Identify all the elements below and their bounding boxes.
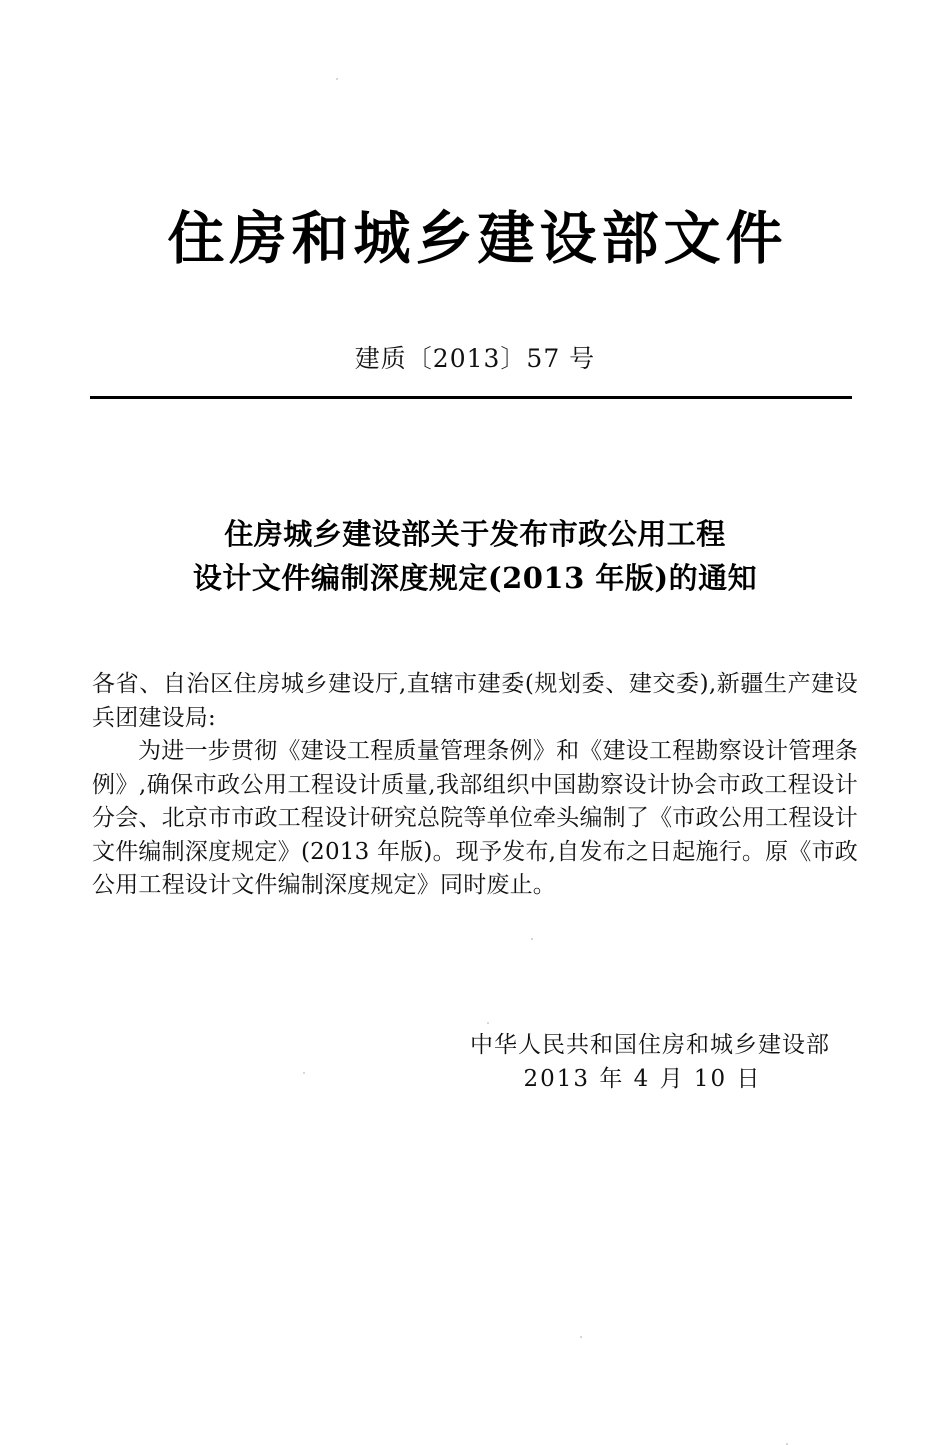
subject-heading-line: 住房城乡建设部关于发布市政公用工程 bbox=[224, 517, 726, 551]
masthead-title: 住房和城乡建设部文件 bbox=[167, 205, 788, 272]
signature-organization: 中华人民共和国住房和城乡建设部 bbox=[470, 1032, 830, 1058]
scan-speck bbox=[531, 938, 533, 940]
scan-speck bbox=[336, 78, 338, 80]
body-paragraph-main: 为进一步贯彻《建设工程质量管理条例》和《建设工程勘察设计管理条例》,确保市政公用工程设计质量,我部组织中国勘察设计协会市政工程设计分会、北京市市政工程设计研究总院等单位牵头编制了《市政公用工程设计文件编制深度规定》(2013 年版)。现予发布,自发布之日起施行。原《市政公用工程设计文件编制深度规定》同时废止。 bbox=[92, 738, 858, 898]
masthead-divider-rule bbox=[90, 396, 852, 399]
signature-block bbox=[470, 1028, 830, 1096]
subject-heading bbox=[0, 512, 950, 600]
document-body bbox=[92, 668, 858, 903]
scan-speck bbox=[580, 1336, 582, 1338]
body-paragraph-addressee: 各省、自治区住房城乡建设厅,直辖市建委(规划委、建交委),新疆生产建设兵团建设局: bbox=[92, 671, 858, 731]
subject-heading-line: 设计文件编制深度规定(2013 年版)的通知 bbox=[192, 561, 758, 595]
scan-speck bbox=[303, 1072, 305, 1074]
scan-speck bbox=[487, 1022, 489, 1024]
document-number: 建质〔2013〕57 号 bbox=[354, 344, 596, 373]
signature-date: 2013 年 4 月 10 日 bbox=[523, 1066, 762, 1092]
